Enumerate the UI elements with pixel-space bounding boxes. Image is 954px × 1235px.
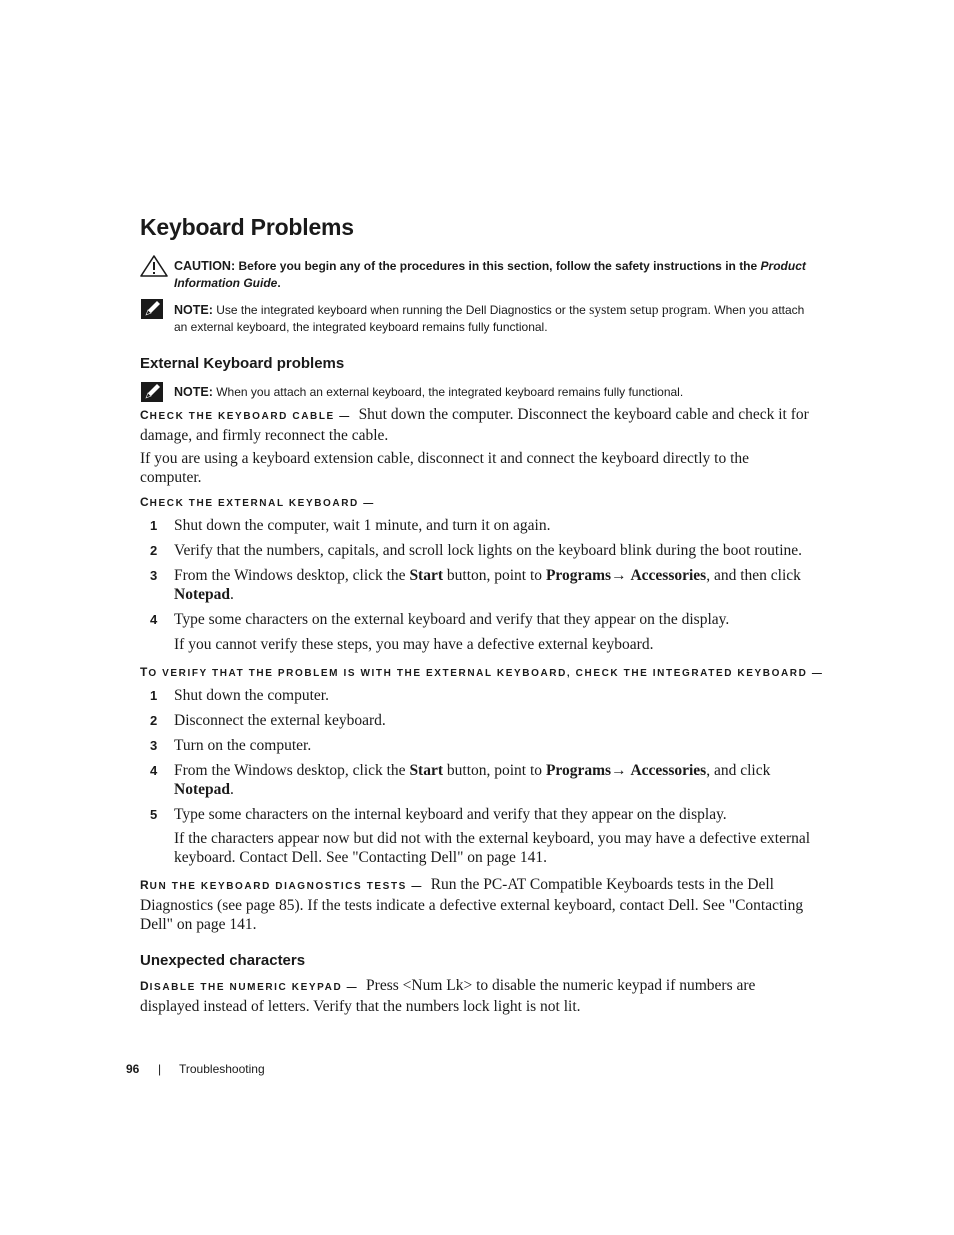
check-cable-paragraph: CHECK THE KEYBOARD CABLE — Shut down the computer. Disconnect the keyboard cable and check it for damage, and firmly reconnect the cable.: [140, 406, 809, 444]
system-setup-link[interactable]: system setup program: [589, 302, 708, 317]
note-pencil-icon: [140, 381, 164, 408]
page-title: Keyboard Problems: [140, 214, 354, 240]
caution-label: CAUTION:: [174, 259, 236, 273]
run-in-heading: TO VERIFY THAT THE PROBLEM IS WITH THE EXTERNAL KEYBOARD, CHECK THE INTEGRATED KEYBOARD —: [140, 665, 824, 679]
run-in-heading: CHECK THE EXTERNAL KEYBOARD —: [140, 495, 375, 509]
list-item: 2 Verify that the numbers, capitals, and scroll lock lights on the keyboard blink during the boot routine.: [150, 542, 803, 559]
section-heading-external: External Keyboard problems: [140, 355, 345, 372]
caution-text: Before you begin any of the procedures in this section, follow the safety instructions in the: [238, 259, 758, 273]
list-item: 4 Type some characters on the external keyboard and verify that they appear on the display.: [150, 611, 730, 628]
note-integrated-keyboard: NOTE: Use the integrated keyboard when running the Dell Diagnostics or the system setup program. When you attach an external keyboard, the integrated keyboard remains fully functional.: [140, 301, 812, 336]
step-followup-text: If the characters appear now but did not with the external keyboard, you may have a defective external keyboard. Contact Dell. See "Contacting Dell" on page 141.: [174, 830, 811, 866]
caution-guide-title: Product Information Guide: [174, 259, 806, 290]
list-item: 2 Disconnect the external keyboard.: [150, 712, 386, 729]
run-in-heading: RUN THE KEYBOARD DIAGNOSTICS TESTS —: [140, 878, 423, 892]
warning-triangle-icon: [140, 255, 168, 282]
disable-keypad-paragraph: DISABLE THE NUMERIC KEYPAD — Press <Num Lk> to disable the numeric keypad if numbers are displayed instead of letters. Verify that the numbers lock light is not lit.: [140, 977, 756, 1015]
caution-notice: CAUTION: Before you begin any of the procedures in this section, follow the safety instructions in the Product Information Guide.: [140, 258, 812, 292]
section-heading-unexpected: Unexpected characters: [140, 952, 306, 969]
page-number: 96: [126, 1062, 140, 1076]
note-external-keyboard: NOTE: When you attach an external keyboard, the integrated keyboard remains fully functional.: [140, 384, 812, 401]
note-label: NOTE:: [174, 303, 213, 317]
list-item: 3 From the Windows desktop, click the Start button, point to Programs→ Accessories, and then click Notepad.: [150, 567, 801, 603]
list-item: 3 Turn on the computer.: [150, 737, 312, 754]
run-in-heading: CHECK THE KEYBOARD CABLE —: [140, 408, 351, 422]
extension-cable-paragraph: If you are using a keyboard extension cable, disconnect it and connect the keyboard directly to the computer.: [140, 450, 750, 486]
run-diagnostics-paragraph: RUN THE KEYBOARD DIAGNOSTICS TESTS — Run the PC-AT Compatible Keyboards tests in the Dell Diagnostics (see page 85). If the tests indicate a defective external keyboard, contact Dell. See "Contacting Dell" on page 141.: [140, 876, 804, 933]
list-item: 4 From the Windows desktop, click the Start button, point to Programs→ Accessories, and click Notepad.: [150, 762, 771, 798]
page-footer: [126, 1062, 265, 1076]
note-label: NOTE:: [174, 385, 213, 399]
footer-section-name: Troubleshooting: [179, 1062, 265, 1076]
list-item: 5 Type some characters on the internal keyboard and verify that they appear on the display.: [150, 806, 727, 823]
list-item: 1 Shut down the computer, wait 1 minute, and turn it on again.: [150, 517, 551, 534]
note-pencil-icon: [140, 298, 164, 325]
footer-separator: |: [158, 1062, 162, 1076]
list-item: 1 Shut down the computer.: [150, 687, 329, 704]
step-followup-text: If you cannot verify these steps, you may have a defective external keyboard.: [174, 636, 654, 653]
run-in-heading: DISABLE THE NUMERIC KEYPAD —: [140, 979, 359, 993]
